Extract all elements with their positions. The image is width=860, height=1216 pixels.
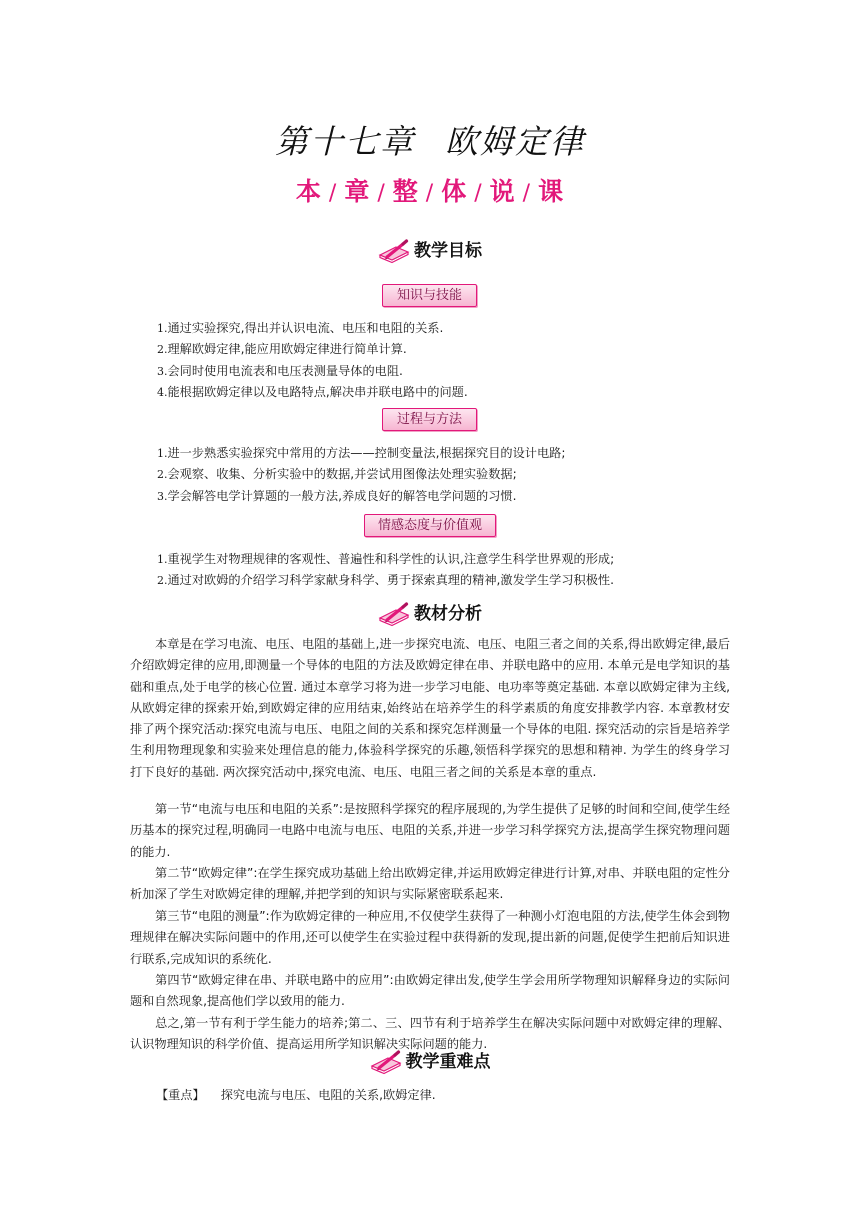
tag-attitude-values: 情感态度与价值观 (364, 514, 496, 537)
key-point-text: 探究电流与电压、电阻的关系,欧姆定律. (220, 1088, 436, 1102)
subtitle-char: 体 (441, 177, 468, 206)
subtitle-char: 课 (538, 177, 565, 206)
section-heading-key-points (0, 1047, 860, 1075)
section-heading-goals (0, 236, 860, 264)
subtitle-char: 整 (392, 177, 419, 206)
analysis-paragraph: 第二节“欧姆定律”:在学生探究成功基础上给出欧姆定律,并运用欧姆定律进行计算,对串、并联电阻的定性分析加深了学生对欧姆定律的理解,并把学到的知识与实际紧密联系起来. (130, 866, 730, 902)
subtitle-separator: / (377, 181, 386, 206)
section-heading-analysis (0, 599, 860, 627)
section-title: 教学重难点 (405, 1052, 491, 1072)
list-item: 1.重视学生对物理规律的客观性、普遍性和科学性的认识,注意学生科学世界观的形成; (157, 552, 615, 566)
subtitle-char: 说 (489, 177, 516, 206)
subtitle-separator: / (425, 181, 435, 206)
analysis-paragraph: 第一节“电流与电压和电阻的关系”:是按照科学探究的程序展现的,为学生提供了足够的时间和空间,使学生经历基本的探究过程,明确同一电路中电流与电压、电阻的关系,并进一步学习科学探究方法,提高学生探究物理问题的能力. (130, 802, 730, 859)
key-point-label: 【重点】 (156, 1088, 205, 1102)
process-list (157, 443, 565, 507)
list-item: 3.会同时使用电流表和电压表测量导体的电阻. (157, 363, 403, 378)
section-title: 教学目标 (414, 241, 482, 261)
pencil-book-icon (378, 601, 410, 627)
chapter-subtitle (0, 172, 860, 208)
knowledge-list (157, 318, 468, 403)
analysis-paragraph: 总之,第一节有利于学生能力的培养;第二、三、四节有利于培养学生在解决实际问题中对欧姆定律的理解、认识物理知识的科学价值、提高运用所学知识解决实际问题的能力. (130, 1016, 730, 1052)
list-item: 2.会观察、收集、分析实验中的数据,并尝试用图像法处理实验数据; (157, 467, 517, 482)
analysis-paragraph: 第三节“电阻的测量”:作为欧姆定律的一种应用,不仅使学生获得了一种测小灯泡电阻的方法,使学生体会到物理规律在解决实际问题中的作用,还可以使学生在实验过程中获得新的发现,提出新的问题,促使学生把前后知识进行联系,完成知识的系统化. (130, 909, 730, 966)
list-item: 1.通过实验探究,得出并认识电流、电压和电阻的关系. (157, 321, 444, 335)
analysis-paragraph: 第四节“欧姆定律在串、并联电路中的应用”:由欧姆定律出发,使学生学会用所学物理知识解释身边的实际问题和自然现象,提高他们学以致用的能力. (130, 973, 730, 1009)
attitude-list (157, 549, 614, 592)
tag-process-methods: 过程与方法 (382, 408, 477, 431)
tag-knowledge-skills: 知识与技能 (382, 284, 477, 307)
list-item: 3.学会解答电学计算题的一般方法,养成良好的解答电学问题的习惯. (157, 488, 517, 503)
subtitle-separator: / (328, 181, 338, 206)
chapter-title (0, 116, 860, 163)
list-item: 2.理解欧姆定律,能应用欧姆定律进行简单计算. (157, 342, 407, 357)
subtitle-char: 章 (344, 177, 371, 206)
chapter-name: 欧姆定律 (445, 122, 585, 161)
key-point-line (156, 1086, 436, 1103)
subtitle-separator: / (522, 181, 532, 206)
list-item: 4.能根据欧姆定律以及电路特点,解决串并联电路中的问题. (157, 384, 468, 399)
chapter-number: 第十七章 (275, 122, 415, 161)
subtitle-char: 本 (295, 177, 322, 206)
list-item: 1.进一步熟悉实验探究中常用的方法——控制变量法,根据探究目的设计电路; (157, 446, 566, 460)
pencil-book-icon (370, 1049, 402, 1075)
list-item: 2.通过对欧姆的介绍学习科学家献身科学、勇于探索真理的精神,激发学生学习积极性. (157, 573, 614, 588)
section-title: 教材分析 (414, 604, 482, 624)
subtitle-separator: / (474, 181, 483, 206)
analysis-paragraph: 本章是在学习电流、电压、电阻的基础上,进一步探究电流、电压、电阻三者之间的关系,得出欧姆定律,最后介绍欧姆定律的应用,即测量一个导体的电阻的方法及欧姆定律在串、并联电路中的应用. 本单元是电学知识的基础和重点,处于电学的核心位置. 通过本章学习将为进一步学习电能、电功率等奠定基础. 本章以欧姆定律为主线,从欧姆定律的探索开始,到欧姆定律的应用结束,始终站在培养学生的科学素质的角度安排教学内容. 本章教材安排了两个探究活动:探究电流与电压、电阻之间的关系和探究怎样测量一个导体的电阻. 探究活动的宗旨是培养学生利用物理现象和实验来处理信息的能力,体验科学探究的乐趣,领悟科学探究的思想和精神. 为学生的终身学习打下良好的基础. 两次探究活动中,探究电流、电压、电阻三者之间的关系是本章的重点. (130, 637, 730, 779)
pencil-book-icon (378, 238, 410, 264)
